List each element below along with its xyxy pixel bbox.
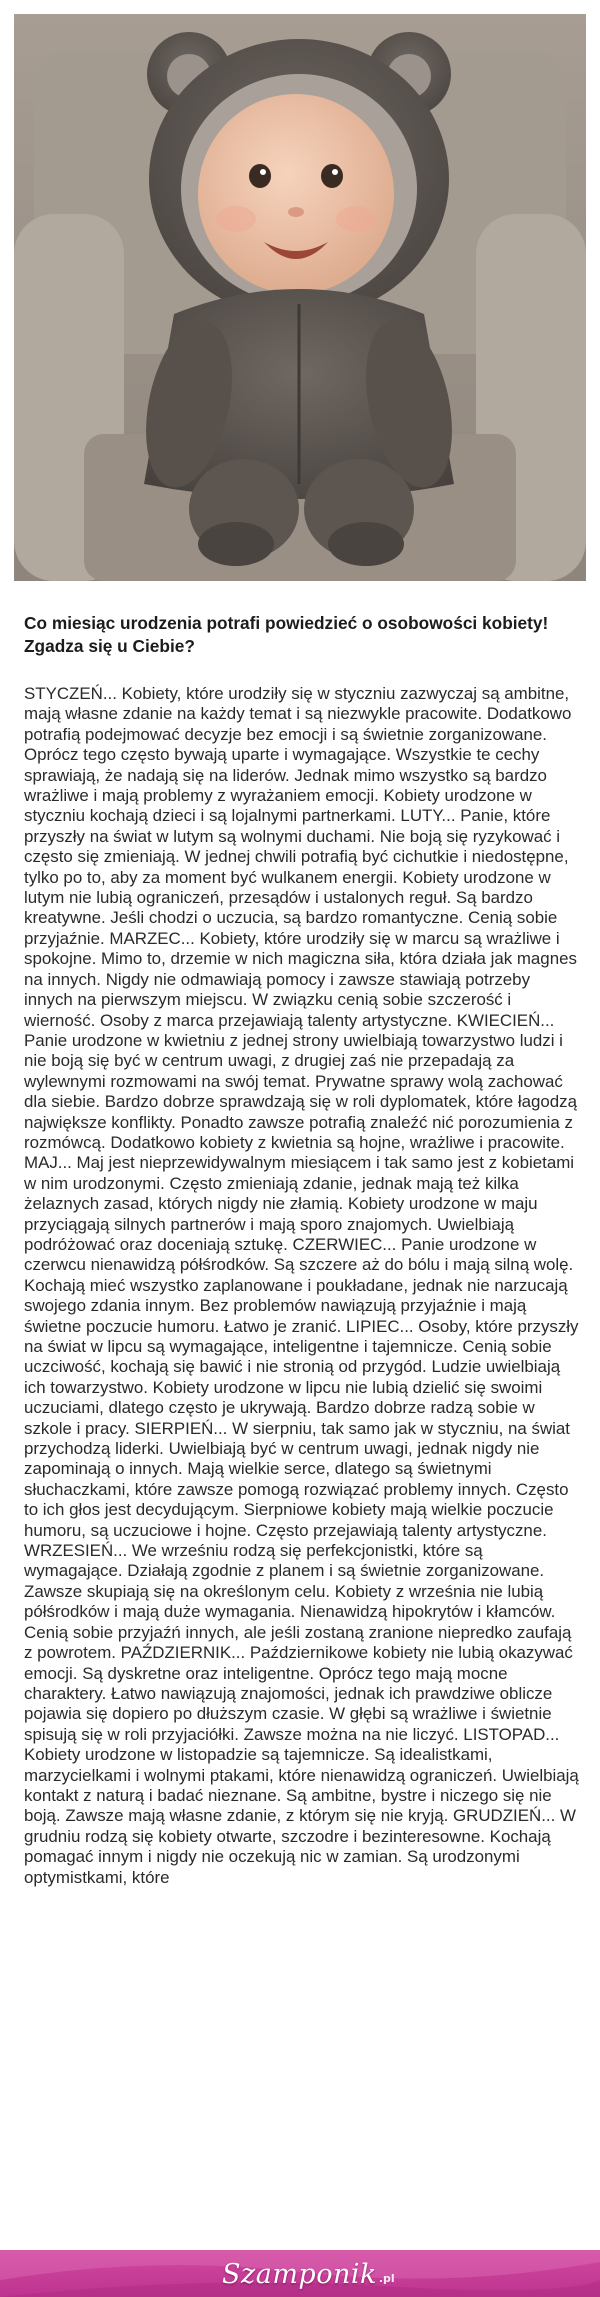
site-logo[interactable]	[222, 2257, 395, 2291]
article-headline: Co miesiąc urodzenia potrafi powiedzieć o osobowości kobiety! Zgadza się u Ciebie?	[24, 613, 549, 656]
footer-banner[interactable]	[0, 2250, 600, 2297]
article-body: STYCZEŃ... Kobiety, które urodziły się w styczniu zazwyczaj są ambitne, mają własne zdanie na każdy temat i są niezwykle pracowite. Dodatkowo potrafią podejmować decyzje bez emocji i są świetnie zorganizowane. Oprócz tego często bywają uparte i wymagające. Wszystkie te cechy sprawiają, że nadają się na liderów. Jednak mimo wszystko są bardzo wrażliwe i mają problemy z wyrażaniem emocji. Kobiety urodzone w styczniu kochają dzieci i są lojalnymi partnerkami. LUTY... Panie, które przyszły na świat w lutym są wolnymi duchami. Nie boją się ryzykować i często się zmieniają. W jednej chwili potrafią być cichutkie i niedostępne, tylko po to, aby za moment być wulkanem energii. Kobiety urodzone w lutym nie lubią ograniczeń, przesądów i ustalonych reguł. Są bardzo kreatywne. Jeśli chodzi o uczucia, są bardzo romantyczne. Cenią sobie przyjaźnie. MARZEC... Kobiety, które urodziły się w marcu są wrażliwe i spokojne. Mimo to, drzemie w nich magiczna siła, która działa jak magnes na innych. Nigdy nie odmawiają pomocy i zawsze stawiają potrzeby innych na pierwszym miejscu. W związku cenią sobie szczerość i wierność. Osoby z marca przejawiają talenty artystyczne. KWIECIEŃ... Panie urodzone w kwietniu z jednej strony uwielbiają towarzystwo ludzi i nie boją się być w centrum uwagi, z drugiej zaś nie przepadają za wylewnymi rozmowami na swój temat. Prywatne sprawy wolą zachować dla siebie. Bardzo dobrze sprawdzają się w roli dyplomatek, które łagodzą największe konflikty. Ponadto zawsze potrafią znaleźć nić porozumienia z rozmówcą. Dodatkowo kobiety z kwietnia są hojne, wrażliwe i pracowite. MAJ... Maj jest nieprzewidywalnym miesiącem i tak samo jest z kobietami w nim urodzonymi. Często zmieniają zdanie, jednak mają też kilka żelaznych zasad, których nigdy nie złamią. Kobiety urodzone w maju przyciągają silnych partnerów i mają sporo znajomych. Uwielbiają podróżować oraz doceniają sztukę. CZERWIEC... Panie urodzone w czerwcu nienawidzą półśrodków. Są szczere aż do bólu i mają silną wolę. Kochają mieć wszystko zaplanowane i poukładane, jednak nie narzucają swojego zdania innym. Bez problemów nawiązują przyjaźnie i mają świetne poczucie humoru. Łatwo je zranić. LIPIEC... Osoby, które przyszły na świat w lipcu są wymagające, inteligentne i tajemnicze. Cenią sobie uczciwość, kochają się bawić i nie stronią od przygód. Ludzie uwielbiają ich towarzystwo. Kobiety urodzone w lipcu nie lubią dzielić się swoimi uczuciami, dlatego często je ukrywają. Bardzo dobrze radzą sobie w szkole i pracy. SIERPIEŃ... W sierpniu, tak samo jak w styczniu, na świat przychodzą liderki. Uwielbiają być w centrum uwagi, jednak nigdy nie zapominają o innych. Mają wielkie serce, dlatego są świetnymi słuchaczkami, które zawsze pomogą rozwiązać problemy innych. Często to ich głos jest decydującym. Sierpniowe kobiety mają wielkie poczucie humoru, są uczuciowe i hojne. Często przejawiają talenty artystyczne. WRZESIEŃ... We wrześniu rodzą się perfekcjonistki, które są wymagające. Działają zgodnie z planem i są świetnie zorganizowane. Zawsze skupiają się na określonym celu. Kobiety z września nie lubią półśrodków i mają duże wymagania. Nienawidzą hipokrytów i kłamców. Cenią sobie przyjaźń innych, ale jeśli zostaną zranione niepredko zaufają z powrotem. PAŹDZIERNIK... Październikowe kobiety nie lubią okazywać emocji. Są dyskretne oraz inteligentne. Oprócz tego mają mocne charaktery. Łatwo nawiązują znajomości, jednak ich prawdziwe oblicze pojawia się dopiero po dłuższym czasie. W głębi są wrażliwe i świetnie spisują się w roli przyjaciółki. Zawsze można na nie liczyć. LISTOPAD... Kobiety urodzone w listopadzie są tajemnicze. Są idealistkami, marzycielkami i wolnymi ptakami, które nienawidzą ograniczeń. Uwielbiają kontakt z naturą i badać nieznane. Są ambitne, bystre i niczego się nie boją. Zawsze mają własne zdanie, z którym się nie kryją. GRUDZIEŃ... W grudniu rodzą się kobiety otwarte, szczodre i bezinteresowne. Kochają pomagać innym i nigdy nie oczekują nic w zamian. Są urodzonymi optymistkami, które	[24, 684, 579, 1887]
baby-in-bear-suit-illustration	[14, 14, 586, 581]
site-logo-text: Szamponik	[222, 2259, 377, 2290]
baby-photo	[14, 14, 586, 581]
site-logo-tld: .pl	[378, 2272, 395, 2285]
article	[24, 612, 582, 1888]
